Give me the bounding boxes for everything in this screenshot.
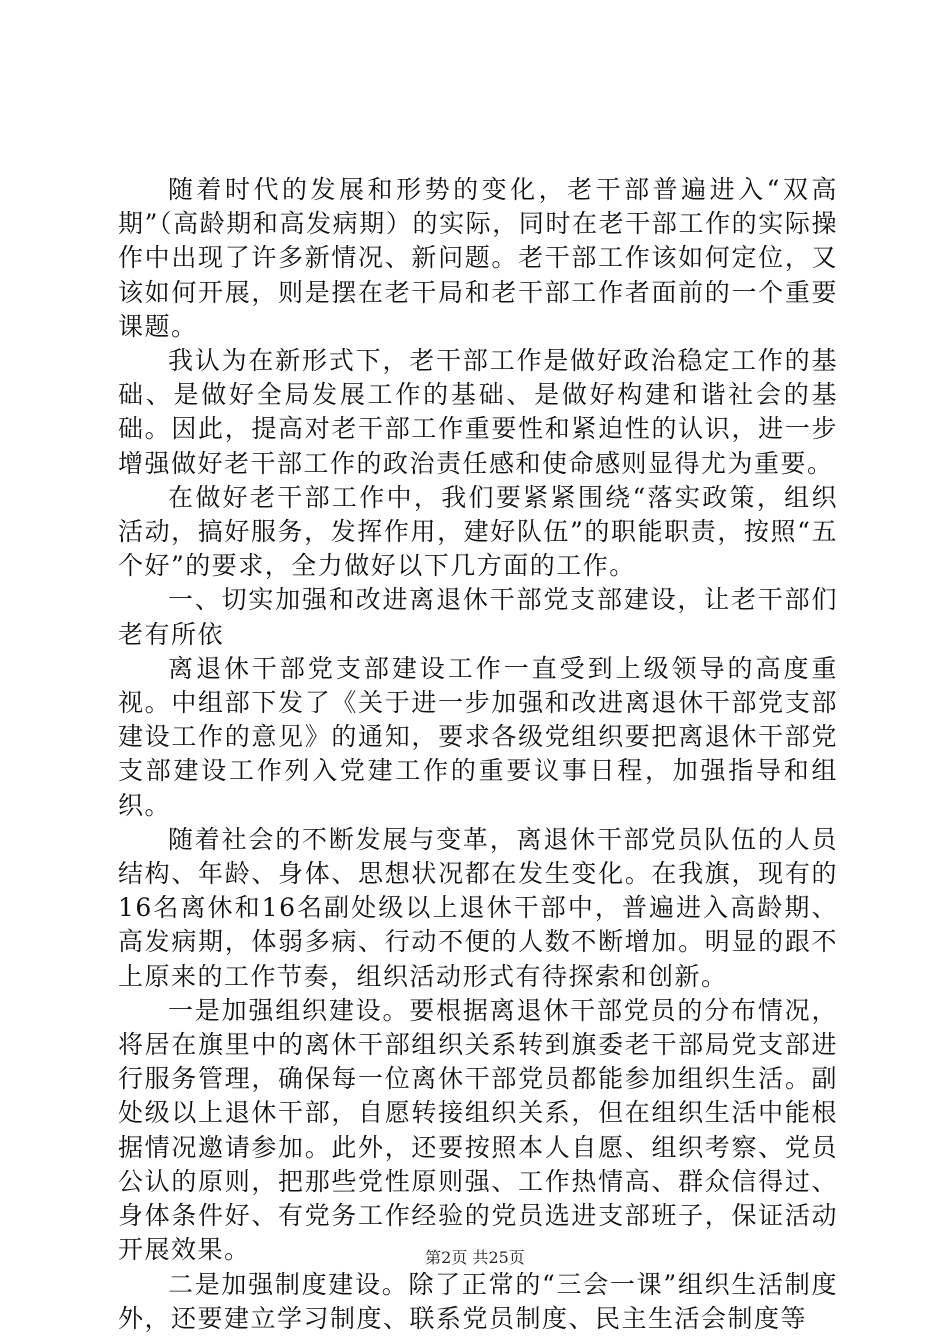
paragraph-focus: 在做好老干部工作中，我们要紧紧围绕“落实政策，组织活动，搞好服务，发挥作用，建好队伍”的职能职责，按照“五个好”的要求，全力做好以下几方面的工作。 <box>118 482 838 581</box>
page-number: 第2页 共25页 <box>425 1248 525 1267</box>
paragraph-intro: 随着时代的发展和形势的变化，老干部普遍进入“双高期”（高龄期和高发病期）的实际，同时在老干部工作的实际操作中出现了许多新情况、新问题。老干部工作该如何定位，又该如何开展，则是摆在老干局和老干部工作者面前的一个重要课题。 <box>118 175 838 341</box>
document-body <box>118 173 838 1336</box>
paragraph-situation: 随着社会的不断发展与变革，离退休干部党员队伍的人员结构、年龄、身体、思想状况都在发生变化。在我旗，现有的16名离休和16名副处级以上退休干部中，普遍进入高龄期、高发病期，体弱多病、行动不便的人数不断增加。明显的跟不上原来的工作节奏，组织活动形式有待探索和创新。 <box>118 824 838 991</box>
paragraph-organization: 一是加强组织建设。要根据离退休干部党员的分布情况，将居在旗里中的离休干部组织关系转到旗委老干部局党支部进行服务管理，确保每一位离休干部党员都能参加组织生活。副处级以上退休干部，自愿转接组织关系，但在组织生活中能根据情况邀请参加。此外，还要按照本人自愿、组织考察、党员公认的原则，把那些党性原则强、工作热情高、群众信得过、身体条件好、有党务工作经验的党员选进支部班子，保证活动开展效果。 <box>118 995 838 1265</box>
section-heading-one: 一、切实加强和改进离退休干部党支部建设，让老干部们老有所依 <box>118 585 838 649</box>
paragraph-opinion: 我认为在新形式下，老干部工作是做好政治稳定工作的基础、是做好全局发展工作的基础、是做好构建和谐社会的基础。因此，提高对老干部工作重要性和紧迫性的认识，进一步增强做好老干部工作的政治责任感和使命感则显得尤为重要。 <box>118 346 838 478</box>
paragraph-party-branch: 离退休干部党支部建设工作一直受到上级领导的高度重视。中组部下发了《关于进一步加强和改进离退休干部党支部建设工作的意见》的通知，要求各级党组织要把离退休干部党支部建设工作列入党建工作的重要议事日程，加强指导和组织。 <box>118 653 838 820</box>
paragraph-system: 二是加强制度建设。除了正常的“三会一课”组织生活制度外，还要建立学习制度、联系党员制度、民主生活会制度等 <box>118 1269 838 1333</box>
page-footer <box>0 1245 950 1268</box>
